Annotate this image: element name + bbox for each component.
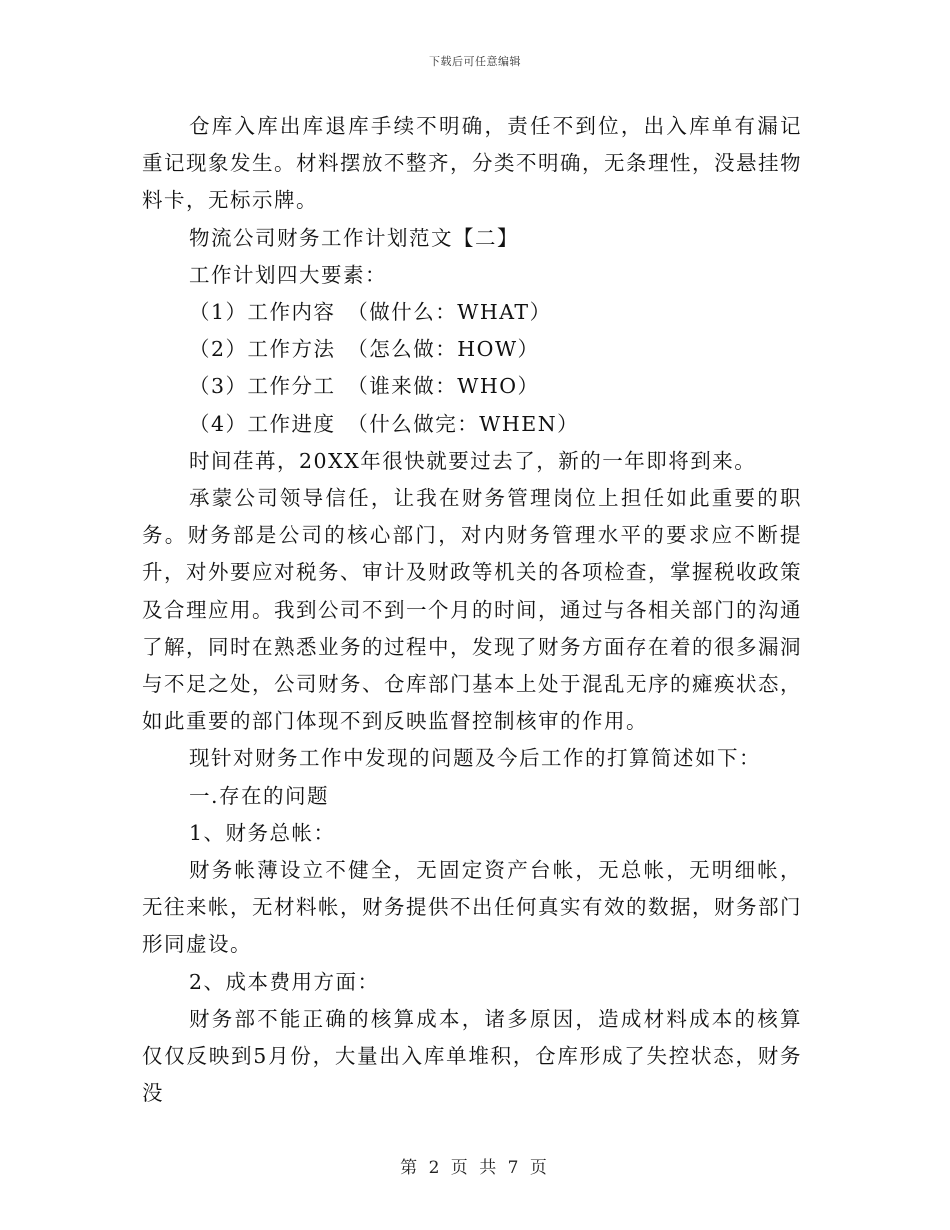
paragraph-time: 时间荏苒，20XX年很快就要过去了，新的一年即将到来。	[189, 448, 757, 473]
document-body	[142, 108, 802, 1112]
heading-general-ledger: 1、财务总帐：	[189, 820, 336, 845]
heading-problems: 一.存在的问题	[189, 783, 330, 808]
page-number: 第 2 页 共 7 页	[400, 1158, 550, 1178]
section-title: 物流公司财务工作计划范文【二】	[189, 225, 519, 250]
paragraph-plan-elements: 工作计划四大要素：	[189, 262, 387, 287]
paragraph-cost: 财务部不能正确的核算成本，诸多原因，造成材料成本的核算仅仅反映到5月份，大量出入库单堆积，仓库形成了失控状态，财务没	[142, 1006, 802, 1106]
paragraph-intro: 承蒙公司领导信任，让我在财务管理岗位上担任如此重要的职务。财务部是公司的核心部门，对内财务管理水平的要求应不断提升，对外要应对税务、审计及财政等机关的各项检查，掌握税收政策及合理应用。我到公司不到一个月的时间，通过与各相关部门的沟通了解，同时在熟悉业务的过程中，发现了财务方面存在着的很多漏洞与不足之处，公司财务、仓库部门基本上处于混乱无序的瘫痪状态，如此重要的部门体现不到反映监督控制核审的作用。	[142, 486, 802, 734]
paragraph-summary: 现针对财务工作中发现的问题及今后工作的打算简述如下：	[189, 746, 761, 771]
paragraph-ledger: 财务帐薄设立不健全，无固定资产台帐，无总帐，无明细帐，无往来帐，无材料帐，财务提供不出任何真实有效的数据，财务部门形同虚设。	[142, 858, 802, 957]
list-item-progress: （4）工作进度 （什么做完：WHEN）	[189, 411, 580, 436]
list-item-division: （3）工作分工 （谁来做：WHO）	[189, 374, 540, 399]
paragraph-warehouse-issues: 仓库入库出库退库手续不明确，责任不到位，出入库单有漏记重记现象发生。材料摆放不整齐，分类不明确，无条理性，没悬挂物料卡，无标示牌。	[142, 114, 802, 213]
page-header: 下载后可任意编辑	[429, 55, 521, 68]
list-item-content: （1）工作内容 （做什么：WHAT）	[189, 300, 552, 325]
heading-cost: 2、成本费用方面：	[189, 969, 380, 994]
list-item-method: （2）工作方法 （怎么做：HOW）	[189, 337, 540, 362]
